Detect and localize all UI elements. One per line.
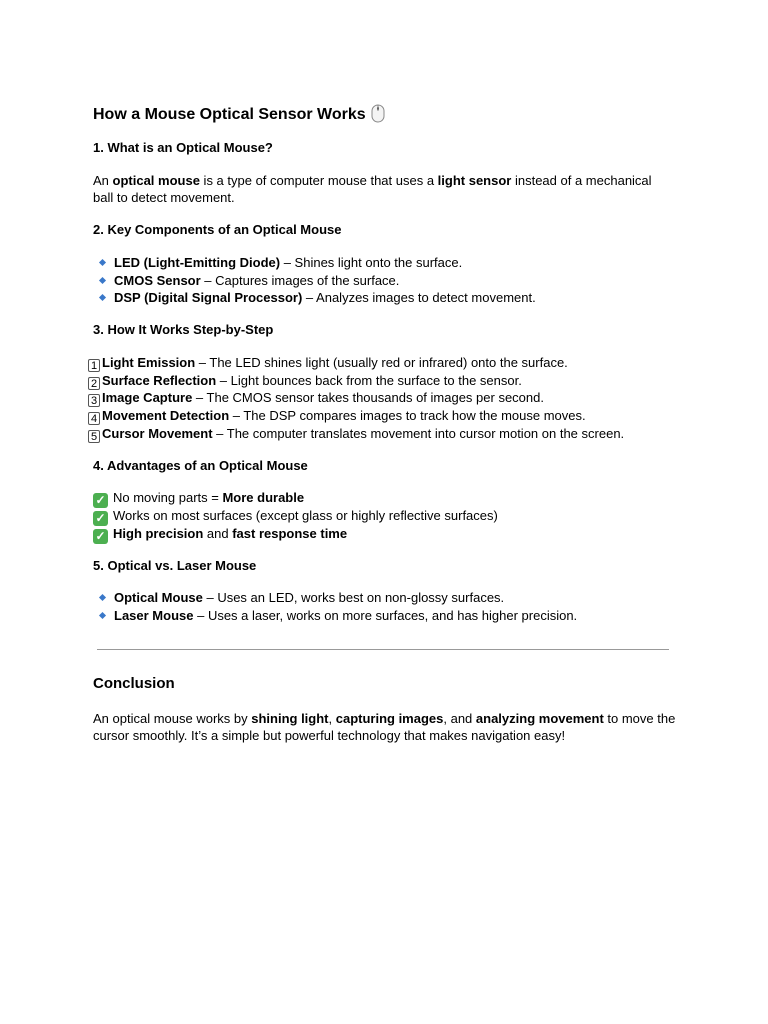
step-item: 4 Movement Detection – The DSP compares images to track how the mouse moves.: [88, 407, 586, 425]
section-1-heading: 1. What is an Optical Mouse?: [93, 140, 273, 155]
section-3-heading: 3. How It Works Step-by-Step: [93, 322, 274, 337]
list-item: CMOS Sensor – Captures images of the surface.: [114, 272, 399, 289]
conclusion-paragraph: An optical mouse works by shining light, capturing images, and analyzing movement to move the cursor smoothly. It’s a simple but powerful technology that makes navigation easy!: [93, 711, 676, 743]
check-mark-icon: ✓: [93, 493, 108, 508]
step-item: 5 Cursor Movement – The computer translates movement into cursor motion on the screen.: [88, 425, 624, 443]
check-mark-icon: ✓: [93, 529, 108, 544]
diamond-bullet-icon: [99, 612, 106, 619]
keycap-number-icon: 4: [88, 412, 100, 425]
page-title-text: How a Mouse Optical Sensor Works: [93, 106, 366, 123]
list-item: Laser Mouse – Uses a laser, works on more surfaces, and has higher precision.: [114, 607, 577, 624]
keycap-number-icon: 3: [88, 394, 100, 407]
conclusion-heading: Conclusion: [93, 675, 175, 692]
step-item: 1 Light Emission – The LED shines light (usually red or infrared) onto the surface.: [88, 354, 568, 372]
list-item: LED (Light-Emitting Diode) – Shines light onto the surface.: [114, 254, 462, 271]
computer-mouse-icon: [371, 104, 385, 128]
section-4-heading: 4. Advantages of an Optical Mouse: [93, 458, 308, 473]
keycap-number-icon: 1: [88, 359, 100, 372]
keycap-number-icon: 2: [88, 377, 100, 390]
section-2-heading: 2. Key Components of an Optical Mouse: [93, 222, 342, 237]
advantage-item: ✓ Works on most surfaces (except glass or highly reflective surfaces): [93, 507, 498, 526]
section-1-paragraph: An optical mouse is a type of computer mouse that uses a light sensor instead of a mechanical ball to detect movement.: [93, 173, 652, 205]
diamond-bullet-icon: [99, 259, 106, 266]
diamond-bullet-icon: [99, 594, 106, 601]
step-item: 2 Surface Reflection – Light bounces back from the surface to the sensor.: [88, 372, 522, 390]
advantage-item: ✓ No moving parts = More durable: [93, 489, 304, 508]
diamond-bullet-icon: [99, 277, 106, 284]
list-item: Optical Mouse – Uses an LED, works best on non-glossy surfaces.: [114, 589, 504, 606]
page-title: [93, 104, 385, 128]
keycap-number-icon: 5: [88, 430, 100, 443]
section-5-heading: 5. Optical vs. Laser Mouse: [93, 558, 257, 573]
step-item: 3 Image Capture – The CMOS sensor takes thousands of images per second.: [88, 389, 544, 407]
diamond-bullet-icon: [99, 294, 106, 301]
advantage-item: ✓ High precision and fast response time: [93, 525, 347, 544]
list-item: DSP (Digital Signal Processor) – Analyzes images to detect movement.: [114, 289, 536, 306]
check-mark-icon: ✓: [93, 511, 108, 526]
section-divider: [97, 649, 669, 650]
